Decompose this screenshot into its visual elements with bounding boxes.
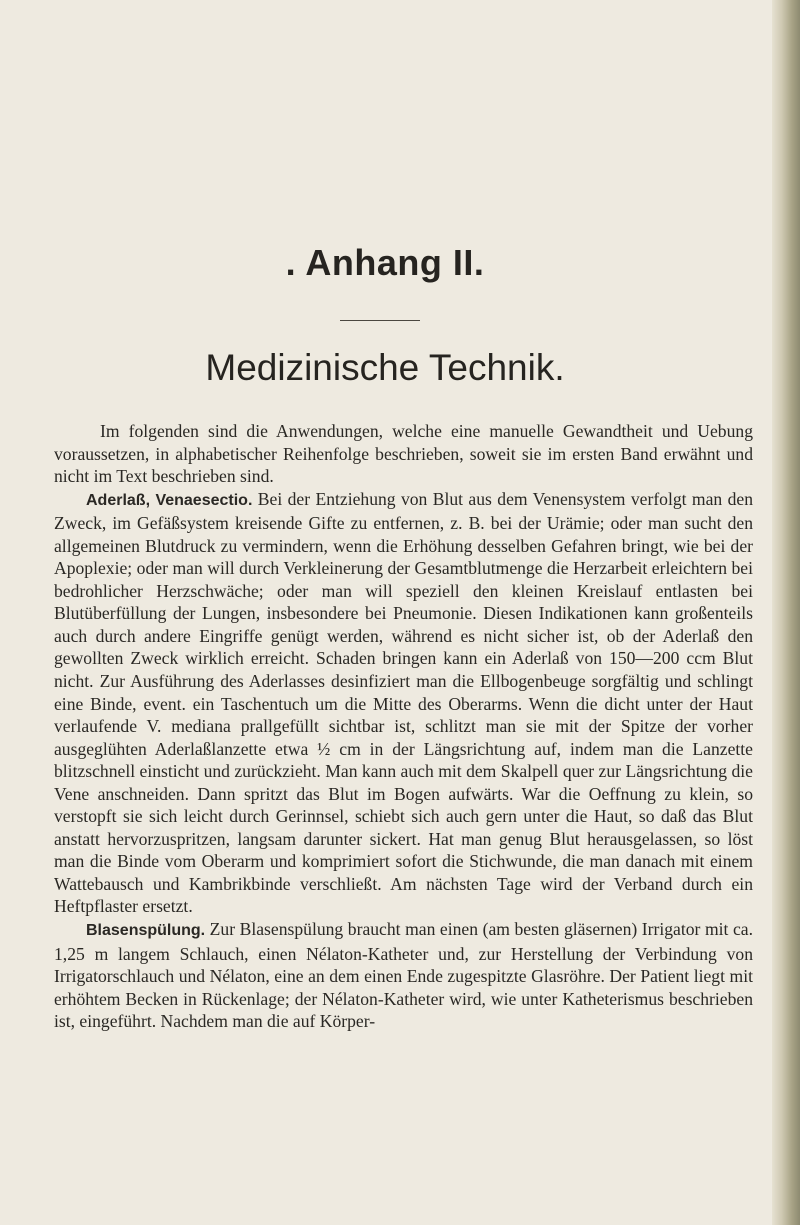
entry-text: Bei der Entziehung von Blut aus dem Venensystem verfolgt man den Zweck, im Gefäßsystem kreisende Gifte zu entfernen, z. B. bei der Urämie; oder man sucht den allgemeinen Blutdruck zu vermindern, wenn die Erhöhung desselben Gefahren bringt, wie bei der Apoplexie; oder man will durch Verkleinerung der Gesamtblutmenge die Herzarbeit erleichtern bei bedrohlicher Herzschwäche; oder man will speziell den kleinen Kreislauf entlasten bei Blutüberfüllung der Lungen, insbesondere bei Pneumonie. Diesen Indikationen kann großenteils auch durch andere Eingriffe genügt werden, während es nicht sicher ist, ob der Aderlaß den gewollten Zweck wirklich erreicht. Schaden bringen kann ein Aderlaß von 150—200 ccm Blut nicht. Zur Ausführung des Aderlasses desinfiziert man die Ellbogenbeuge sorgfältig und schlingt eine Binde, event. ein Taschentuch um die Mitte des Oberarms. Wenn die dicht unter der Haut verlaufende V. mediana prallgefüllt sichtbar ist, schlitzt man sie mit der Spitze der vorher ausgeglühten Aderlaßlanzette etwa ½ cm in der Längsrichtung auf, indem man die Lanzette blitzschnell einsticht und zurückzieht. Man kann auch mit dem Skalpell quer zur Längsrichtung die Vene anschneiden. Dann spritzt das Blut im Bogen aufwärts. War die Oeffnung zu klein, so verstopft sie sich leicht durch Gerinnsel, schiebt sich auch gern unter die Haut, so daß das Blut anstatt hervorzuspritzen, langsam darunter sickert. Hat man genug Blut herausgelassen, so löst man die Binde vom Oberarm und komprimiert sofort die Stichwunde, die man danach mit einem Wattebausch und Kambrikbinde verschließt. Am nächsten Tage wird der Verband durch ein Heftpflaster ersetzt.	[54, 488, 754, 917]
entry-term: Aderlaß, Venaesectio.	[86, 491, 253, 509]
intro-paragraph: Im folgenden sind die Anwendungen, welche eine manuelle Gewandtheit und Uebung voraussetzen, in alphabetischer Reihenfolge beschrieben, soweit sie im ersten Band erwähnt und nicht im Text beschrieben sind.	[54, 421, 753, 487]
entry-aderlass	[54, 488, 753, 918]
entry-term: Blasenspülung.	[86, 922, 206, 940]
body-text	[54, 420, 753, 1033]
entry-text: Zur Blasenspülung braucht man einen (am besten gläsernen) Irrigator mit ca. 1,25 m langem Schlauch, einen Nélaton-Katheter und, zur Herstellung der Verbindung von Irrigatorschlauch und Nélaton, eine an dem einen Ende zugespitzte Glasröhre. Der Patient liegt mit erhöhtem Becken in Rückenlage; der Nélaton-Katheter wird, wie unter Katheterismus beschrieben ist, eingeführt. Nachdem man die auf Körper-	[54, 919, 753, 1032]
title-divider	[340, 320, 420, 321]
section-title: Medizinische Technik.	[205, 347, 565, 388]
page-edge-shadow	[772, 0, 800, 1225]
entry-blasenspuelung	[54, 918, 753, 1033]
chapter-title: . Anhang II.	[285, 242, 485, 283]
